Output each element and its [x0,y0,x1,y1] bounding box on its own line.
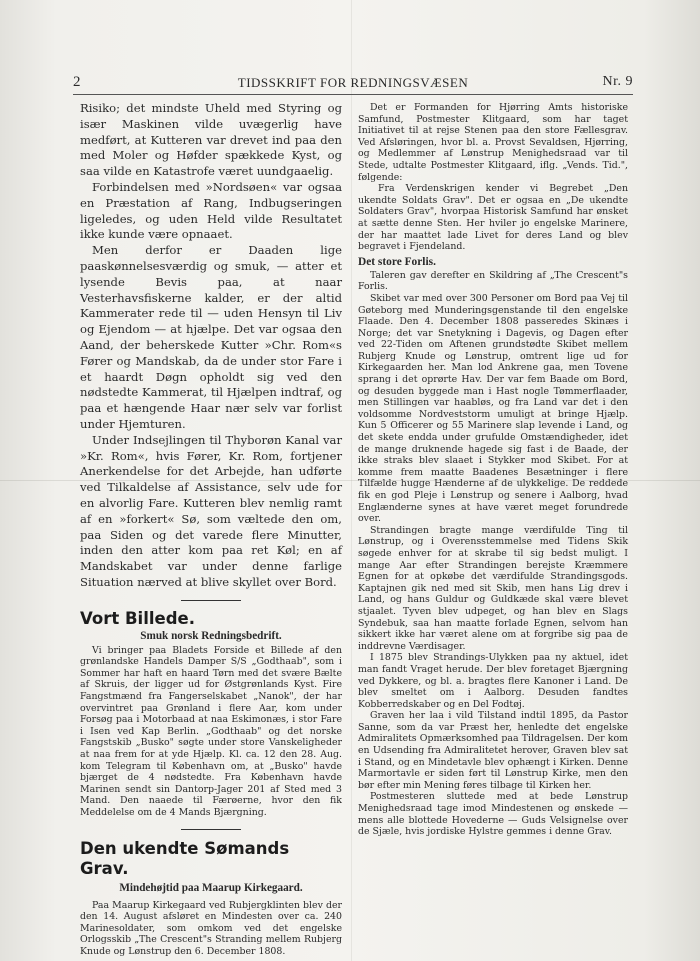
section-heading-store-forlis: Det store Forlis. [358,255,436,268]
paragraph: Skibet var med over 300 Personer om Bord paa Vej til Gøteborg med Munderingsgenstande til den engelske Flaade. Den 4. December 1808 passeredes Skinæs i Norge; det var Snetykning i Dagevis, og Dagen efter ved 22-Tiden om Aftenen grundstødte Skibet mellem Rubjerg Knude og Lønstrup, omtrent lige ud for Kirkegaarden her. Man lod Ankrene gaa, men Tovene sprang i det oprørte Hav. Der var fem Baade om Bord, og desuden byggede man i Hast nogle Tømmerflaader, men Stillingen var haabløs, og fra Land var det i den voldsomme Nordveststorm umuligt at bringe Hjælp. Kun 5 Officerer og 55 Marinere slap levende i Land, og det skete endda under grufulde Omstændigheder, idet de mange druknende hagede sig fast i de Baade, der ikke straks blev slaaet i Stykker mod Skibet. For at komme frem maatte Baadenes Besætninger i flere Tilfælde hugge Hænderne af de ulykkelige. De reddede fik en god Pleje i Lønstrup og senere i Aalborg, hvad Englænderne synes at have været meget forundrede over. [358,292,628,525]
journal-title: TIDSSKRIFT FOR REDNINGSVÆSEN [237,75,469,90]
right-column [358,102,628,838]
graven-article-intro [80,900,342,958]
paragraph: Postmesteren sluttede med at bede Lønstrup Menighedsraad tage imod Mindestenen og ønskede — mens alle blottede Hovederne — Guds Velsignelse over de Sjæle, hvis jordiske Hylstre gemmes i denne Grav. [358,791,628,838]
running-header [73,74,633,92]
quoted-paragraph: Fra Verdenskrigen kender vi Begrebet „Den ukendte Soldats Grav". Det er ogsaa en „De ukendte Soldaters Grav", hvorpaa Historisk Samfund har ønsket at sætte denne Sten. Her hviler jo engelske Marinere, der har maattet lade Livet for deres Land og blev begravet i Fjendeland. [358,183,628,253]
page-number: 2 [73,74,81,90]
section-subheading: Mindehøjtid paa Maarup Kirkegaard. [119,881,303,894]
section-subheading: Smuk norsk Redningsbedrift. [140,629,282,642]
section-heading-sømands-grav: Den ukendte Sømands Grav. [80,838,290,878]
paper-fold-vertical [351,0,352,961]
paragraph: Det er Formanden for Hjørring Amts historiske Samfund, Postmester Klitgaard, som har taget Initiativet til at rejse Stenen paa den store Fællesgrav. Ved Afsløringen, hvor bl. a. Provst Sevaldsen, Hjørring, og Medlemmer af Lønstrup Menighedsraad var til Stede, udtalte Postmester Klitgaard, iflg. „Vends. Tid.", følgende: [358,102,628,183]
paragraph: Under Indsejlingen til Thyborøn Kanal var »Kr. Rom«, hvis Fører, Kr. Rom, fortjener Anerkendelse for det Arbejde, han udførte ved Tilkaldelse af Assistance, selv ude for en alvorlig Fare. Kutteren blev nemlig ramt af en »forkert« Sø, som væltede den om, paa Siden og det varede flere Minutter, inden den atter kom paa ret Køl; en af Mandskabet var under denne farlige Situation nærved at blive skyllet over Bord. [80,432,342,589]
vort-billede-article [80,645,342,819]
paragraph: Taleren gav derefter en Skildring af „The Crescent"s Forlis. [358,269,628,293]
paragraph: Graven her laa i vild Tilstand indtil 1895, da Pastor Sanne, som da var Præst her, henledte det engelske Admiralitets Opmærksomhed paa Tildragelsen. Der kom en Udsending fra Admiralitetet herover, Graven blev sat i Stand, og en Mindetavle blev ophængt i Kirken. Denne Marmortavle er siden ført til Lønstrup Kirke, men den bør efter min Mening føres tilbage til Kirken her. [358,710,628,791]
paragraph: Men derfor er Daaden lige paaskønnelsesværdig og smuk, — atter et lysende Bevis paa, at naar Vesterhavsfiskerne kalder, er der altid Kammerater rede til — uden Hensyn til Liv og Ejendom — at hjælpe. Det var ogsaa den Aand, der beherskede Kutter »Chr. Rom«s Fører og Mandskab, da de under stor Fare i et haardt Døgn opholdt sig ved den nødstedte Kammerat, til Hjælpen indtraf, og paa et hængende Haar nær selv var forlist under Hjemturen. [80,243,342,431]
section-separator [181,829,241,830]
paragraph: Strandingen bragte mange værdifulde Ting til Lønstrup, og i Overensstemmelse med Tidens Skik søgede enhver for at skrabe til sig bedst muligt. I mange Aar efter Strandingen berejste Kræmmere Egnen for at opkøbe det værdifulde Strandingsgods. Kaptajnen gik ned med sit Skib, men hans Lig drev i Land, og hans Guldur og Guldkæde skal være blevet stjaalet. Tyven blev udpeget, og han blev en Slags Syndebuk, saa han maatte forlade Egnen, selvom han sikkert ikke har været alene om at forgribe sig paa de inddrevne Værdisager. [358,524,628,652]
paragraph: I 1875 blev Strandings-Ulykken paa ny aktuel, idet man fandt Vraget herude. Der blev foretaget Bjærgning ved Dykkere, og bl. a. bragtes flere Kanoner i Land. De blev smeltet om i Aalborg. Desuden fandtes Kobberredskaber og en Del Fodtøj. [358,652,628,710]
paragraph: Forbindelsen med »Nordsøen« var ogsaa en Præstation af Rang, Indbugseringen ligeledes, og uden Held vilde Resultatet ikke kunde være opnaaet. [80,179,342,242]
kutter-article-continuation [80,101,342,591]
section-separator [181,600,241,601]
left-column [80,101,342,958]
header-rule [73,94,633,95]
paragraph: Vi bringer paa Bladets Forside et Billede af den grønlandske Handels Damper S/S „Godthaab", som i Sommer har haft en haard Tørn med det svære Bælte af Skruis, der ligger ud for Østgrønlands Kyst. Fire Fangstmænd fra Fangerselskabet „Nanok", der har overvintret paa Grønland i flere Aar, kom under Forsøg paa i Motorbaad at naa Eskimonæs, i stor Fare i Isen ved Kap Berlin. „Godthaab" og det norske Fangstskib „Busko" søgte under store Vanskeligheder at naa frem for at yde Hjælp. Kl. ca. 12 den 28. Aug. kom Telegram til København om, at „Busko" havde bjærget de 4 nødstedte. Fra København havde Marinen sendt sin Dantorp-Jager 201 af Sted med 3 Mand. Den naaede til Færøerne, hvor den fik Meddelelse om de 4 Mands Bjærgning. [80,644,342,819]
section-heading-vort-billede: Vort Billede. [80,608,195,628]
paragraph: Paa Maarup Kirkegaard ved Rubjergklinten blev der den 14. August afsløret en Mindesten over ca. 240 Marinesoldater, som omkom ved det engelske Orlogsskib „The Crescent"s Stranding mellem Rubjerg Knude og Lønstrup den 6. December 1808. [80,899,342,957]
paragraph: Risiko; det mindste Uheld med Styring og især Maskinen vilde uvægerlig have medført, at Kutteren var drevet ind paa den med Moler og Høfder spækkede Kyst, og saa vilde en Katastrofe været uundgaaelig. [80,101,342,179]
issue-number: Nr. 9 [602,74,633,89]
